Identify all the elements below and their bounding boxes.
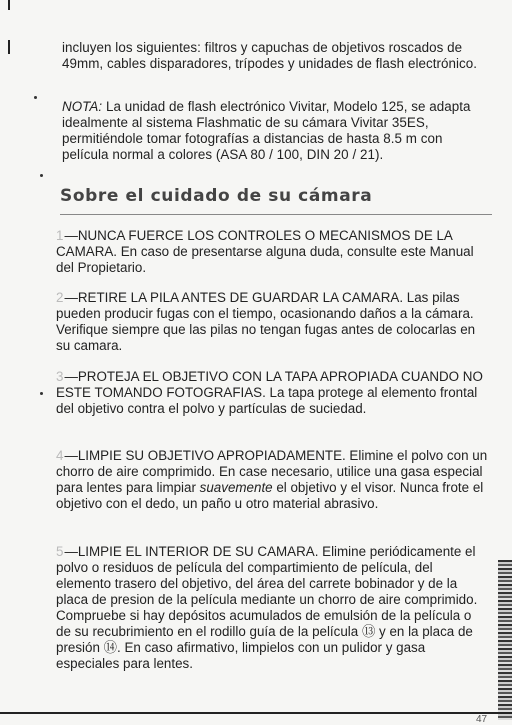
item-number: 5 — [56, 544, 64, 559]
care-item-4 — [56, 448, 488, 512]
care-item-2 — [56, 290, 488, 354]
note-paragraph — [62, 99, 490, 163]
margin-mark — [8, 40, 10, 54]
margin-mark — [8, 0, 10, 10]
note-label: NOTA: — [62, 99, 103, 114]
item-number: 1 — [56, 228, 64, 243]
care-item-1 — [56, 228, 488, 276]
item-text: —RETIRE LA PILA ANTES DE GUARDAR LA CAMARA. Las pilas pueden producir fugas con el tiempo, ocasionando daños a la cámara. Verifique siempre que las pilas no tengan fugas antes de colocarlas en su camara. — [56, 290, 476, 353]
speck — [40, 174, 43, 177]
heading-rule — [60, 214, 492, 215]
item-text: —LIMPIE EL INTERIOR DE SU CAMARA. Elimine periódicamente el polvo o residuos de película del compartimiento de película, del elemento trasero del objetivo, del área del carrete bobinador y de la placa de presion de la película mediante un chorro de aire comprimido. Compruebe si hay depósitos acumulados de emulsión de la película o de su recubrimiento en el rodillo guía de la película ⑬ y en la placa de presión ⑭. En caso afirmativo, limpielos con un pulidor y gasa especiales para lentes. — [56, 544, 478, 671]
item-text: el objetivo y el visor. Nunca frote el objetivo con el dedo, un paño u otro material abrasivo. — [56, 480, 484, 511]
item-text: —LIMPIE SU OBJETIVO APROPIADAMENTE. Elimine el polvo con un chorro de aire comprimido. En case necesario, utilice una gasa especial para lentes para limpiar — [56, 448, 488, 495]
section-heading: Sobre el cuidado de su cámara — [60, 186, 373, 206]
item-number: 4 — [56, 448, 64, 463]
bottom-edge — [0, 712, 512, 714]
care-item-5 — [56, 544, 488, 672]
item-text-emphasis: suavemente — [199, 480, 273, 495]
speck — [40, 392, 43, 395]
care-item-3 — [56, 369, 488, 417]
item-text: —PROTEJA EL OBJETIVO CON LA TAPA APROPIADA CUANDO NO ESTE TOMANDO FOTOGRAFIAS. La tapa protege al elemento frontal del objetivo contra el polvo y partículas de suciedad. — [56, 369, 483, 416]
item-number: 3 — [56, 369, 64, 384]
binding-edge — [498, 560, 512, 720]
item-text: —NUNCA FUERCE LOS CONTROLES O MECANISMOS DE LA CAMARA. En caso de presentarse alguna duda, consulte este Manual del Propietario. — [56, 228, 474, 275]
speck — [34, 96, 37, 99]
note-text: La unidad de flash electrónico Vivitar, Modelo 125, se adapta idealmente al sistema Flashmatic de su cámara Vivitar 35ES, permitiéndole tomar fotografías a distancias de hasta 8.5 m con película normal a colores (ASA 80 / 100, DIN 20 / 21). — [62, 99, 471, 162]
item-number: 2 — [56, 290, 64, 305]
page-number: 47 — [476, 714, 488, 725]
intro-paragraph: incluyen los siguientes: filtros y capuchas de objetivos roscados de 49mm, cables disparadores, trípodes y unidades de flash electrónico. — [62, 40, 478, 71]
